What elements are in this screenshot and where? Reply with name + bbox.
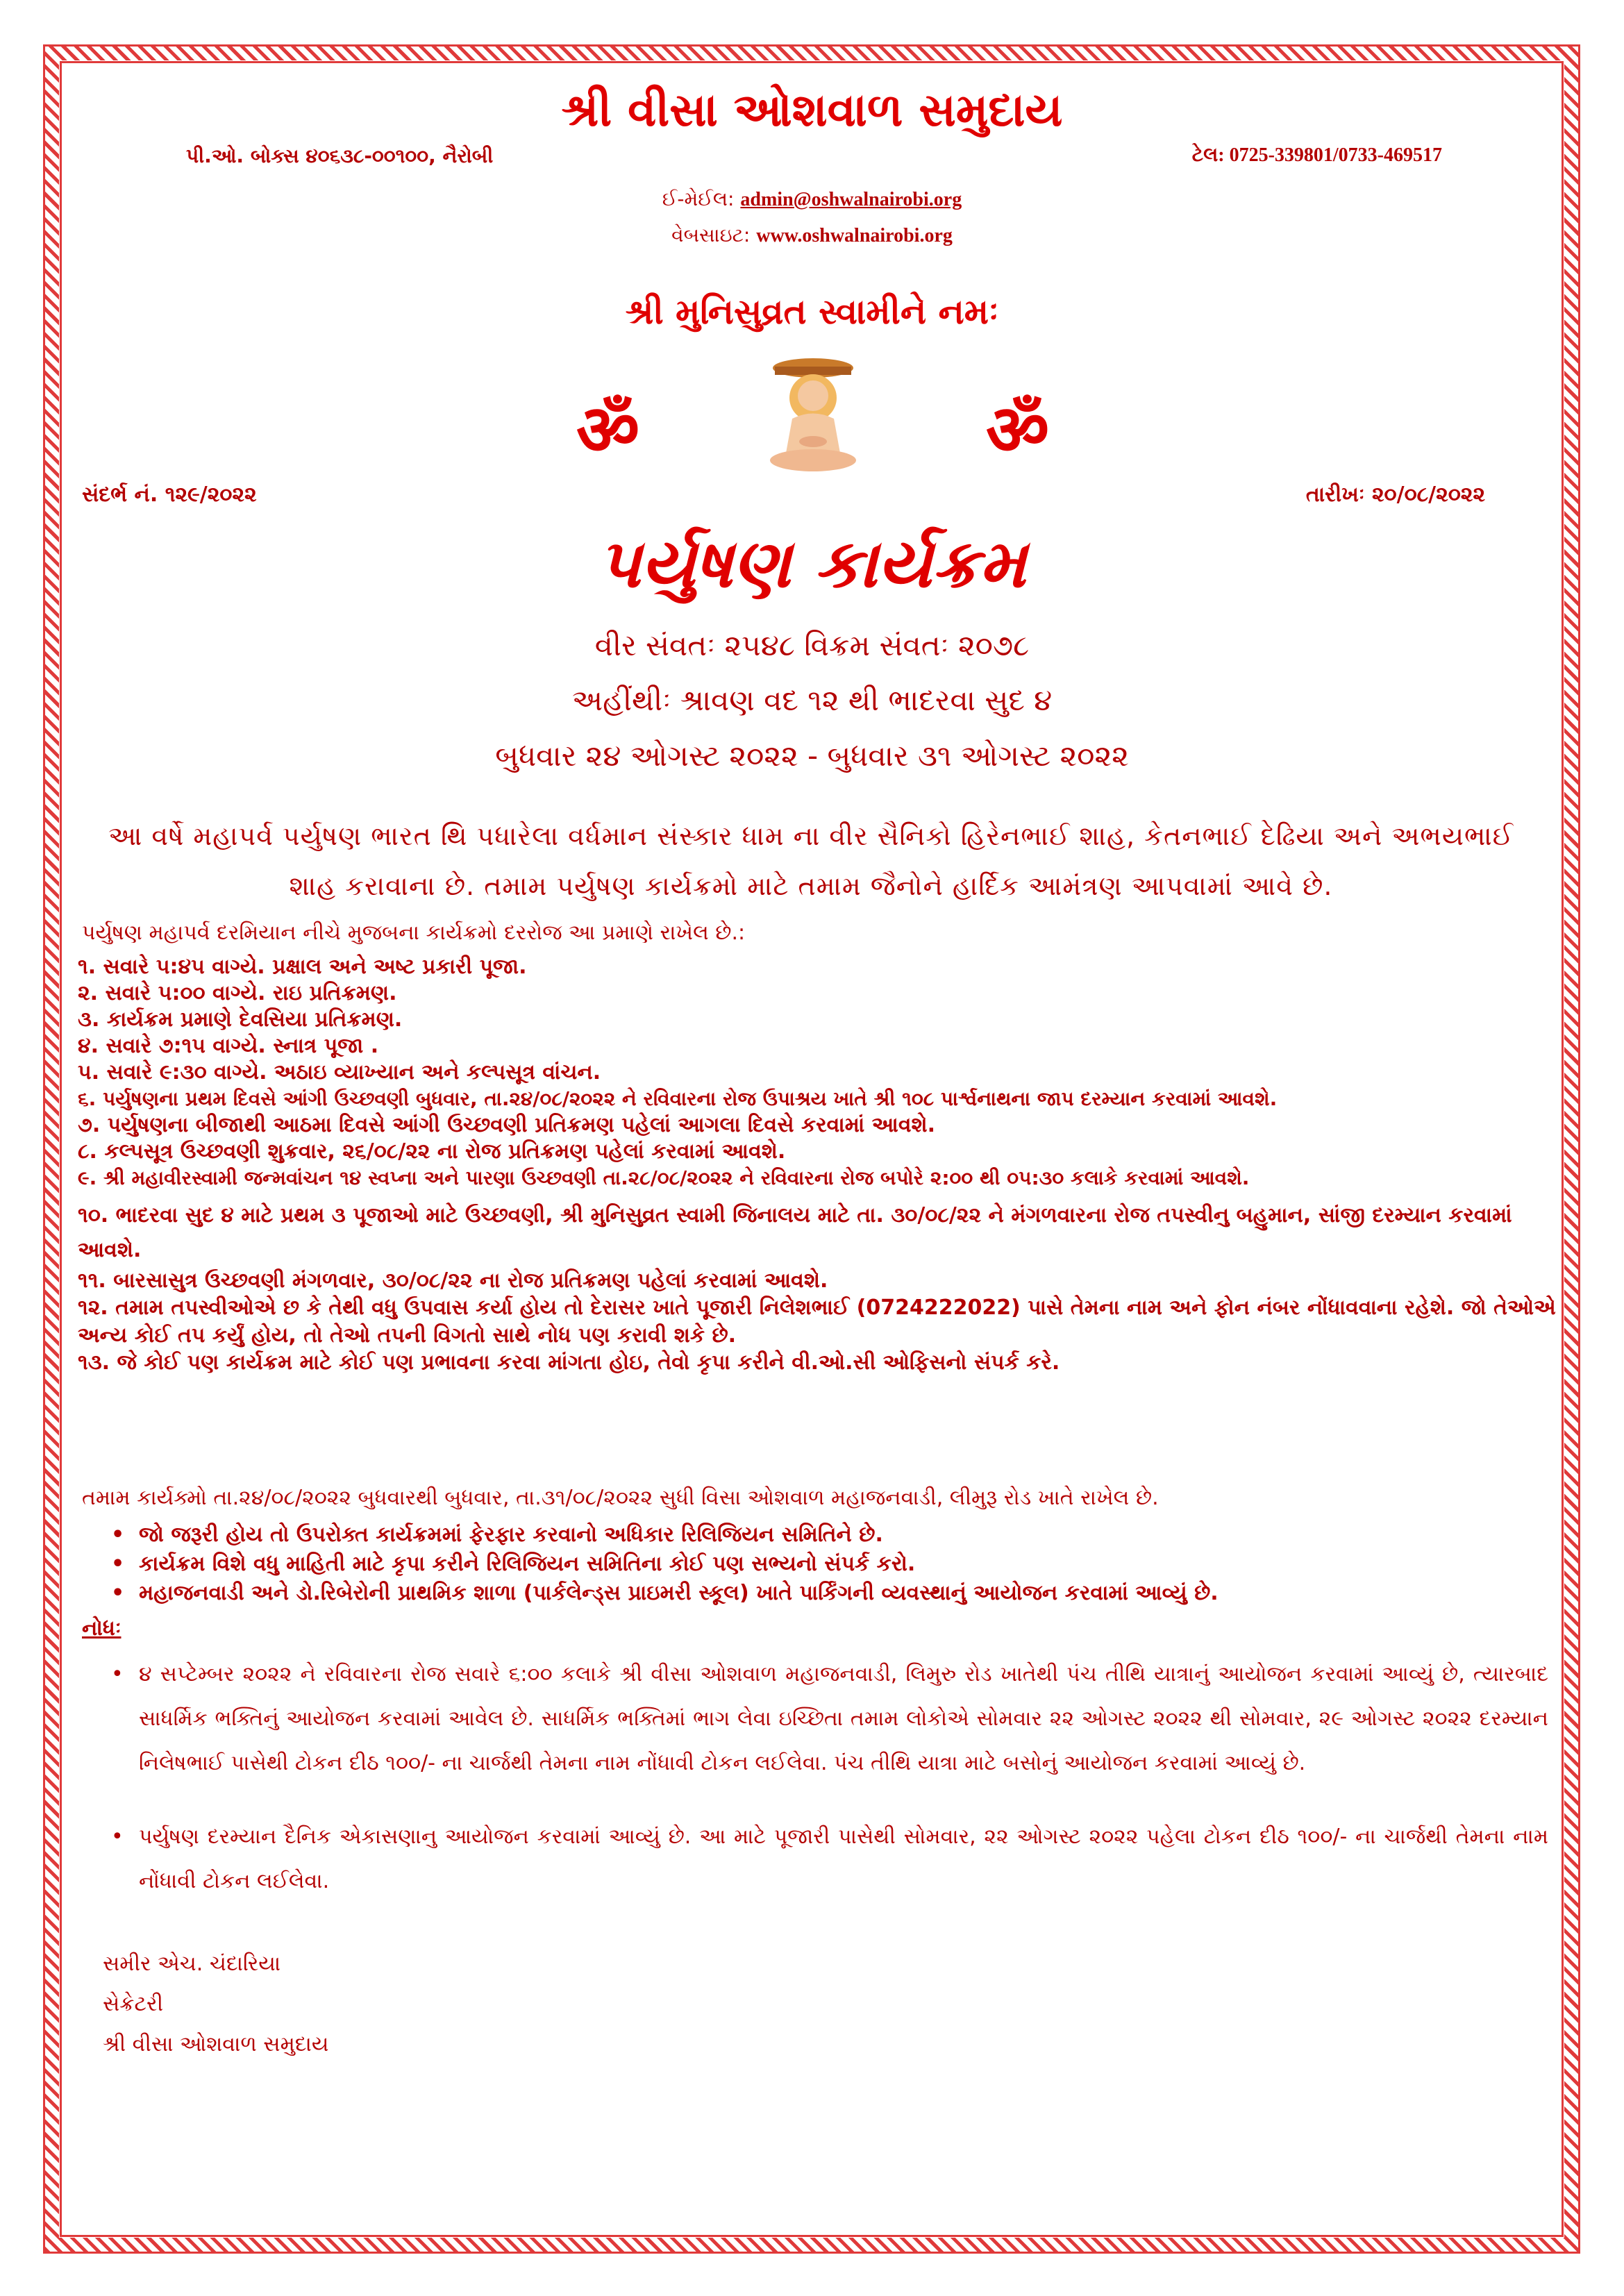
- program-item: ૯. શ્રી મહાવીરસ્વામી જન્મવાંચન ૧૪ સ્વપ્ના અને પારણા ઉચ્છવણી તા.૨૮/૦૮/૨૦૨૨ ને રવિવારના રોજ બપોરે ૨:૦૦ થી ૦૫:૩૦ કલાકે કરવામાં આવશે.: [78, 1166, 1250, 1189]
- note-label: નોધઃ: [82, 1616, 122, 1641]
- program-item: ૮. કલ્પસૂત્ર ઉચ્છવણી શુક્રવાર, ૨૬/૦૮/૨૨ ના રોજ પ્રતિક્રમણ પહેલાં કરવામાં આવશે.: [78, 1139, 786, 1164]
- website-line: [0, 224, 1624, 247]
- telephone: ટેલ: 0725-339801/0733-469517: [1191, 144, 1442, 166]
- tirthankara-idol-image: [761, 353, 865, 478]
- info-bullet: • કાર્યક્રમ વિશે વધુ માહિતી માટે કૃપા કરીને રિલિજિયન સમિતિના કોઈ પણ સભ્યનો સંપર્ક કરો.: [104, 1550, 1548, 1579]
- email-link[interactable]: admin@oshwalnairobi.org: [740, 189, 962, 210]
- program-item: ૧૨. તમામ તપસ્વીઓએ છ કે તેથી વધુ ઉપવાસ કર્યા હોય તો દેરાસર ખાતે પૂજારી નિલેશભાઈ (0724222022) પાસે તેમના નામ અને ફોન નંબર નોંધાવવાના રહેશે. જો તેઓએ અન્ય કોઈ તપ કર્યું હોય, તો તેઓ તપની વિગતો સાથે નોધ પણ કરાવી શકે છે.: [78, 1296, 1556, 1348]
- po-box: પી.ઓ. બોક્સ ૪૦૬૩૮-૦૦૧૦૦, નૈરોબી: [186, 144, 494, 167]
- tithi-line: અહીંથીઃ શ્રાવણ વદ ૧૨ થી ભાદરવા સુદ ૪: [571, 683, 1053, 717]
- info-bullet: • જો જરૂરી હોય તો ઉપરોક્ત કાર્યક્રમમાં ફેરફાર કરવાનો અધિકાર રિલિજિયન સમિતિને છે.: [104, 1520, 1548, 1550]
- program-item: ૧૧. બારસાસુત્ર ઉચ્છવણી મંગળવાર, ૩૦/૦૮/૨૨ ના રોજ પ્રતિક્રમણ પહેલાં કરવામાં આવશે.: [78, 1268, 828, 1293]
- invocation: શ્રી મુનિસુવ્રત સ્વામીને નમઃ: [625, 292, 999, 332]
- intro-paragraph: આ વર્ષે મહાપર્વ પર્યુષણ ભારત થિ પધારેલા વર્ધમાન સંસ્કાર ધામ ના વીર સૈનિકો હિરેનભાઈ શાહ, કેતનભાઈ દેઢિયા અને અભયભાઈ શાહ કરાવાના છે. તમામ પર્યુષણ કાર્યક્રમો માટે તમામ જૈનોને હાર્દિક આમંત્રણ આપવામાં આવે છે.: [108, 821, 1514, 901]
- om-symbol-right: ॐ: [986, 389, 1050, 471]
- email-label: ઈ-મેઈલ:: [662, 187, 735, 210]
- program-item: ૪. સવારે ૭:૧૫ વાગ્યે. સ્નાત્ર પૂજા .: [78, 1034, 379, 1058]
- program-item: ૧૩. જે કોઈ પણ કાર્યક્રમ માટે કોઈ પણ પ્રભાવના કરવા માંગતા હોઇ, તેવો કૃપા કરીને વી.ઓ.સી ઓફિસનો સંપર્ક કરે.: [78, 1350, 1060, 1375]
- om-symbol-left: ॐ: [576, 389, 640, 471]
- program-title: પર્યુષણ કાર્યક્રમ: [597, 525, 1027, 603]
- program-list: [78, 954, 1557, 1376]
- samvat-line: વીર સંવતઃ ૨૫૪૮ વિક્રમ સંવતઃ ૨૦૭૮: [594, 628, 1030, 662]
- program-item: ૫. સવારે ૯:૩૦ વાગ્યે. અઠાઇ વ્યાખ્યાન અને કલ્પસૂત્ર વાંચન.: [78, 1060, 601, 1084]
- reference-number: સંદર્ભ નં. ૧૨૯/૨૦૨૨: [82, 483, 257, 507]
- program-item: ૨. સવારે ૫:૦૦ વાગ્યે. રાઇ પ્રતિક્રમણ.: [78, 981, 397, 1005]
- program-item: ૬. પર્યુષણના પ્રથમ દિવસે આંગી ઉચ્છવણી બુધવાર, તા.૨૪/૦૮/૨૦૨૨ ને રવિવારના રોજ ઉપાશ્રય ખાતે શ્રી ૧૦૮ પાર્શ્વનાથના જાપ દરમ્યાન કરવામાં આવશે.: [78, 1087, 1278, 1110]
- note-item: • ૪ સપ્ટેમ્બર ૨૦૨૨ ને રવિવારના રોજ સવારે ૬:૦૦ કલાકે શ્રી વીસા ઓશવાળ મહાજનવાડી, લિમુરુ રોડ ખાતેથી પંચ તીથિ યાત્રાનું આયોજન કરવામાં આવ્યું છે, ત્યારબાદ સાધર્મિક ભક્તિનું આયોજન કરવામાં આવેલ છે. સાધર્મિક ભક્તિમાં ભાગ લેવા ઇચ્છિતા તમામ લોકોએ સોમવાર ૨૨ ઓગસ્ટ ૨૦૨૨ થી સોમવાર, ૨૯ ઓગસ્ટ ૨૦૨૨ દરમ્યાન નિલેષભાઈ પાસેથી ટોકન દીઠ ૧૦૦/- ના ચાર્જથી તેમના નામ નોંધાવી ટોકન લઈલેવા. પંચ તીથિ યાત્રા માટે બસોનું આયોજન કરવામાં આવ્યું છે.: [104, 1652, 1548, 1786]
- program-item: ૭. પર્યુષણના બીજાથી આઠમા દિવસે આંગી ઉચ્છવણી પ્રતિક્રમણ પહેલાં આગલા દિવસે કરવામાં આવશે.: [78, 1113, 936, 1137]
- website-link[interactable]: www.oshwalnairobi.org: [756, 225, 953, 246]
- venue-line: તમામ કાર્યક્મો તા.૨૪/૦૮/૨૦૨૨ બુધવારથી બુધવાર, તા.૩૧/૦૮/૨૦૨૨ સુધી વિસા ઓશવાળ મહાજનવાડી, લીમુરૂ રોડ ખાતે રાખેલ છે.: [82, 1486, 1159, 1510]
- signatory-name: સમીર એચ. ચંદારિયા: [103, 1952, 281, 1976]
- signature-block: [103, 1944, 328, 2065]
- signatory-title: સેક્રેટરી: [103, 1992, 164, 2016]
- signatory-org: શ્રી વીસા ઓશવાળ સમુદાય: [103, 2032, 329, 2056]
- program-item: ૩. કાર્યક્રમ પ્રમાણે દેવસિયા પ્રતિક્રમણ.: [78, 1007, 403, 1032]
- note-item: • પર્યુષણ દરમ્યાન દૈનિક એકાસણાનુ આયોજન કરવામાં આવ્યું છે. આ માટે પૂજારી પાસેથી સોમવાર, ૨૨ ઓગસ્ટ ૨૦૨૨ પહેલા ટોકન દીઠ ૧૦૦/- ના ચાર્જથી તેમના નામ નોંધાવી ટોકન લઈલેવા.: [104, 1815, 1548, 1904]
- program-item: ૧૦. ભાદરવા સુદ ૪ માટે પ્રથમ ૩ પૂજાઓ માટે ઉચ્છવણી, શ્રી મુનિસુવ્રત સ્વામી જિનાલય માટે તા. ૩૦/૦૮/૨૨ ને મંગળવારના રોજ તપસ્વીનુ બહુમાન, સાંજી દરમ્યાન કરવામાં આવશે.: [78, 1203, 1512, 1262]
- org-title: શ્રી વીસા ઓશવાળ સમુદાય: [561, 83, 1063, 137]
- dates-line: બુધવાર ૨૪ ઓગસ્ટ ૨૦૨૨ - બુધવાર ૩૧ ઓગસ્ટ ૨૦૨૨: [495, 739, 1129, 773]
- program-item: ૧. સવારે ૫:૪૫ વાગ્યે. પ્રક્ષાલ અને અષ્ટ પ્રકારી પૂજા.: [78, 955, 527, 979]
- email-line: [0, 187, 1624, 211]
- website-label: વેબસાઇટ:: [671, 224, 751, 246]
- info-bullets: [104, 1520, 1548, 1608]
- letter-date: તારીખઃ ૨૦/૦૮/૨૦૨૨: [1305, 483, 1485, 507]
- notes-list: [104, 1652, 1548, 1933]
- info-bullet: • મહાજનવાડી અને ડો.રિબેરોની પ્રાથમિક શાળા (પાર્કલેન્ડ્સ પ્રાઇમરી સ્કૂલ) ખાતે પાર્કિંગની વ્યવસ્થાનું આયોજન કરવામાં આવ્યું છે.: [104, 1579, 1548, 1608]
- daily-programs-heading: પર્યુષણ મહાપર્વ દરમિયાન નીચે મુજબના કાર્યક્રમો દરરોજ આ પ્રમાણે રાખેલ છે.:: [82, 921, 746, 945]
